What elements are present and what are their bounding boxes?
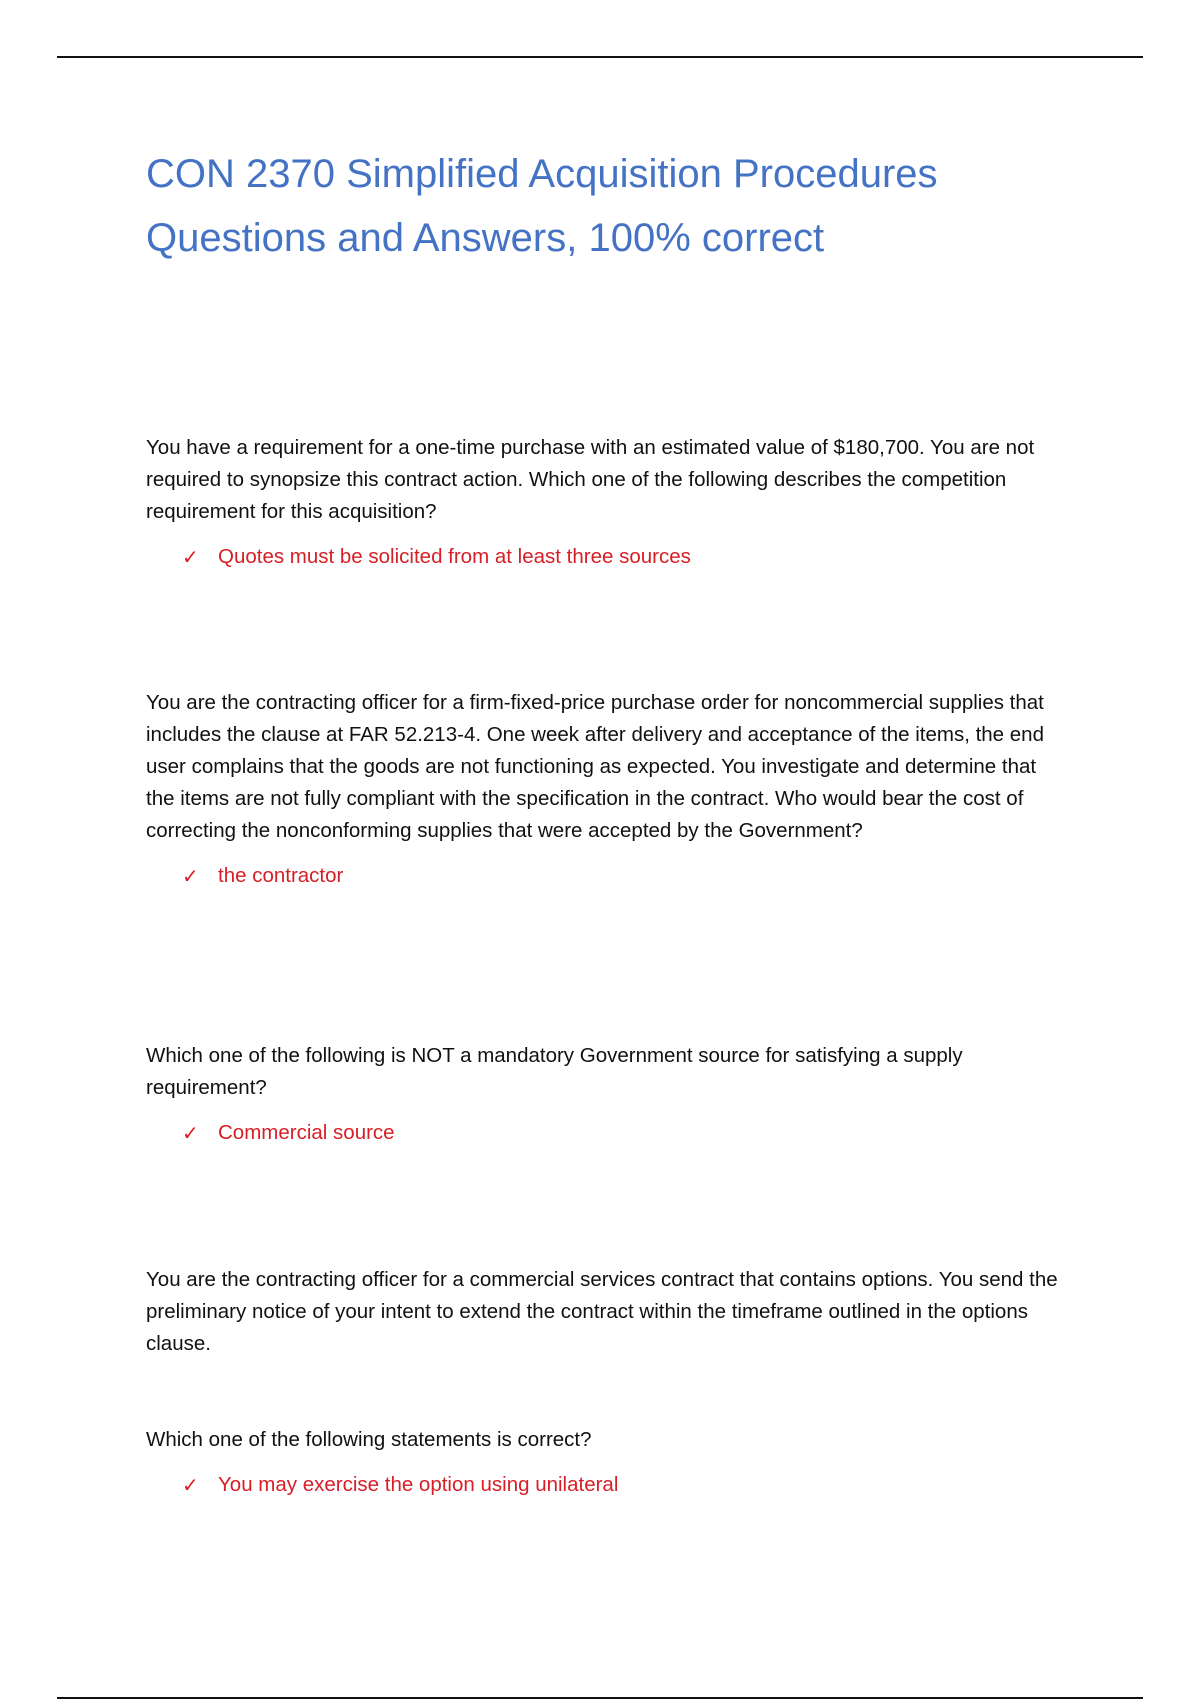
question-text: You are the contracting officer for a firm-fixed-price purchase order for noncommercial supplies that includes the clause at FAR 52.213-4. One week after delivery and acceptance of the items, the end user complains that the goods are not functioning as expected. You investigate and determine that the items are not fully compliant with the specification in the contract. Who would bear the cost of correcting the nonconforming supplies that were accepted by the Government?: [146, 691, 1044, 842]
answer-text: You may exercise the option using unilateral: [218, 1473, 619, 1496]
answer-text: Quotes must be solicited from at least three sources: [218, 545, 691, 568]
qa-block-3: [146, 1040, 1066, 1148]
answer-row: [182, 1470, 1066, 1500]
followup-question-text: Which one of the following statements is correct?: [146, 1428, 592, 1451]
answer-row: [182, 1118, 1066, 1148]
checkmark-icon: ✓: [182, 545, 199, 569]
answer-row: [182, 861, 1066, 891]
checkmark-icon: ✓: [182, 864, 199, 888]
checkmark-icon: ✓: [182, 1473, 199, 1497]
question-text: You are the contracting officer for a commercial services contract that contains options. You send the preliminary notice of your intent to extend the contract within the timeframe outlined in the options clause.: [146, 1268, 1058, 1355]
qa-block-2: [146, 687, 1066, 891]
qa-block-1: [146, 432, 1066, 572]
footer-rule: [57, 1697, 1143, 1699]
answer-row: [182, 542, 1066, 572]
header-rule: [57, 56, 1143, 58]
qa-block-4: [146, 1264, 1066, 1500]
question-text: Which one of the following is NOT a mandatory Government source for satisfying a supply requirement?: [146, 1044, 963, 1099]
title-line-2: Questions and Answers, 100% correct: [146, 216, 825, 260]
title-line-1: CON 2370 Simplified Acquisition Procedures: [146, 152, 938, 196]
answer-text: the contractor: [218, 864, 344, 887]
checkmark-icon: ✓: [182, 1121, 199, 1145]
document-title: [146, 142, 1066, 270]
answer-text: Commercial source: [218, 1121, 395, 1144]
question-text: You have a requirement for a one-time purchase with an estimated value of $180,700. You are not required to synopsize this contract action. Which one of the following describes the competition requirement for this acquisition?: [146, 436, 1035, 523]
document-header: [146, 142, 1066, 270]
